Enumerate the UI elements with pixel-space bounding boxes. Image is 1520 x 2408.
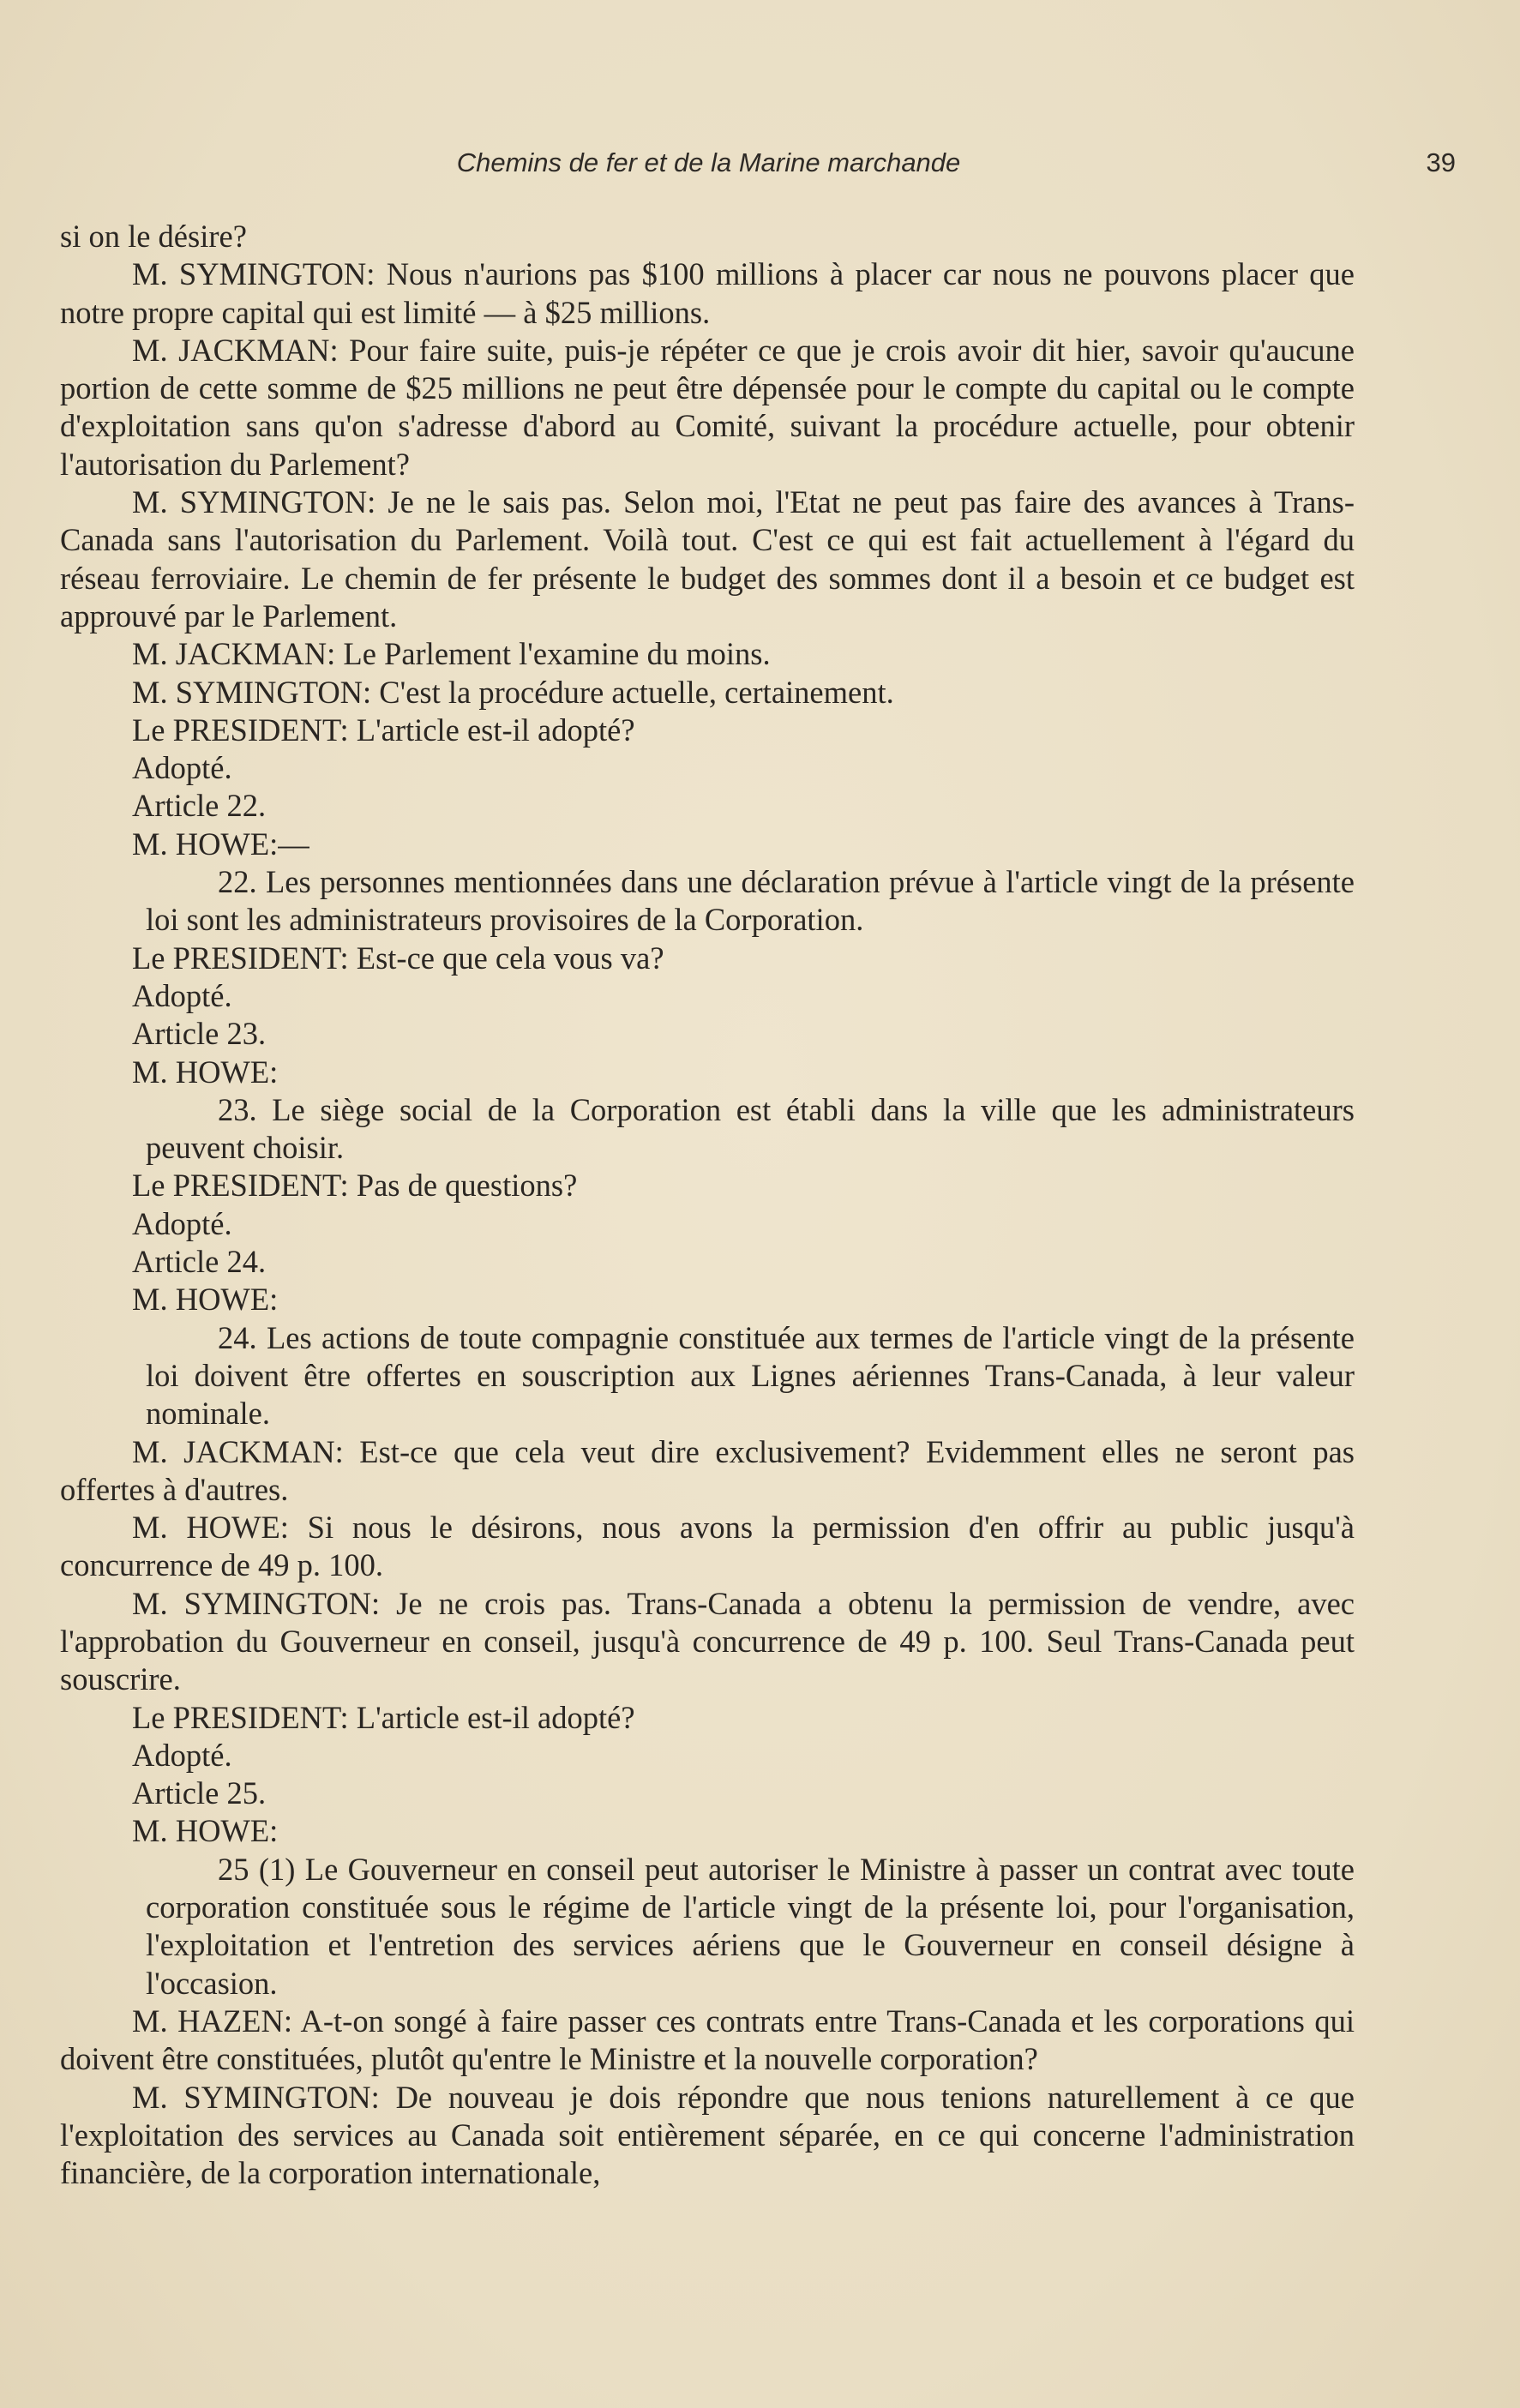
- paragraph: M. JACKMAN: Le Parlement l'examine du moins.: [132, 636, 771, 672]
- paragraph: M. HOWE: Si nous le désirons, nous avons la permission d'en offrir au public jusqu'à concurrence de 49 p. 100.: [60, 1510, 1355, 1583]
- body-text: [60, 218, 1355, 2192]
- paragraph: Le PRESIDENT: L'article est-il adopté?: [132, 1699, 635, 1735]
- quoted-article: 24. Les actions de toute compagnie constituée aux termes de l'article vingt de la présente loi doivent être offertes en souscription aux Lignes aériennes Trans-Canada, à leur valeur nominale.: [146, 1319, 1355, 1432]
- paragraph: M. SYMINGTON: C'est la procédure actuelle, certainement.: [132, 674, 894, 710]
- running-header: [60, 147, 1456, 178]
- quoted-article: 22. Les personnes mentionnées dans une déclaration prévue à l'article vingt de la présente loi sont les administrateurs provisoires de la Corporation.: [146, 864, 1355, 938]
- paragraph: Article 25.: [132, 1775, 267, 1811]
- quoted-article: 23. Le siège social de la Corporation est établi dans la ville que les administrateurs peuvent choisir.: [146, 1091, 1355, 1166]
- paragraph: Le PRESIDENT: L'article est-il adopté?: [132, 712, 635, 748]
- paragraph: M. HAZEN: A-t-on songé à faire passer ces contrats entre Trans-Canada et les corporations qui doivent être constituées, plutôt qu'entre le Ministre et la nouvelle corporation?: [60, 2003, 1355, 2077]
- quoted-article: 25 (1) Le Gouverneur en conseil peut autoriser le Ministre à passer un contrat avec toute corporation constituée sous le régime de l'article vingt de la présente loi, pour l'organisation, l'exploitation et l'entretion des services aériens que le Gouverneur en conseil désigne à l'occasion.: [146, 1851, 1355, 2001]
- paragraph: M. HOWE:—: [132, 826, 309, 862]
- paragraph: M. SYMINGTON: Nous n'aurions pas $100 millions à placer car nous ne pouvons placer que notre propre capital qui est limité — à $25 millions.: [60, 256, 1355, 330]
- paragraph: Article 22.: [132, 788, 267, 824]
- paragraph: M. JACKMAN: Est-ce que cela veut dire exclusivement? Evidemment elles ne seront pas offertes à d'autres.: [60, 1433, 1355, 1507]
- header-title: Chemins de fer et de la Marine marchande: [456, 147, 961, 177]
- paragraph: Adopté.: [132, 1737, 232, 1773]
- page-number: 39: [1426, 147, 1456, 177]
- paragraph: M. SYMINGTON: Je ne le sais pas. Selon moi, l'Etat ne peut pas faire des avances à Trans-Canada sans l'autorisation du Parlement. Voilà tout. C'est ce qui est fait actuellement à l'égard du réseau ferroviaire. Le chemin de fer présente le budget des sommes dont il a besoin et ce budget est approuvé par le Parlement.: [60, 484, 1355, 634]
- paragraph: Le PRESIDENT: Est-ce que cela vous va?: [132, 940, 664, 976]
- paragraph: M. SYMINGTON: Je ne crois pas. Trans-Canada a obtenu la permission de vendre, avec l'approbation du Gouverneur en conseil, jusqu'à concurrence de 49 p. 100. Seul Trans-Canada peut souscrire.: [60, 1585, 1355, 1697]
- paragraph: Adopté.: [132, 1205, 232, 1241]
- paragraph: Article 23.: [132, 1016, 267, 1052]
- paragraph: Article 24.: [132, 1244, 267, 1280]
- paragraph: M. SYMINGTON: De nouveau je dois répondre que nous tenions naturellement à ce que l'exploitation des services au Canada soit entièrement séparée, en ce qui concerne l'administration financière, de la corporation internationale,: [60, 2079, 1355, 2191]
- paragraph: Adopté.: [132, 750, 232, 786]
- paragraph: Le PRESIDENT: Pas de questions?: [132, 1168, 578, 1204]
- paragraph: M. HOWE:: [132, 1813, 279, 1849]
- paragraph: si on le désire?: [60, 219, 247, 254]
- paragraph: M. HOWE:: [132, 1282, 279, 1318]
- paragraph: M. HOWE:: [132, 1054, 279, 1090]
- paragraph: M. JACKMAN: Pour faire suite, puis-je répéter ce que je crois avoir dit hier, savoir qu'aucune portion de cette somme de $25 millions ne peut être dépensée pour le compte du capital ou le compte d'exploitation sans qu'on s'adresse d'abord au Comité, suivant la procédure actuelle, pour obtenir l'autorisation du Parlement?: [60, 332, 1355, 482]
- paragraph: Adopté.: [132, 977, 232, 1013]
